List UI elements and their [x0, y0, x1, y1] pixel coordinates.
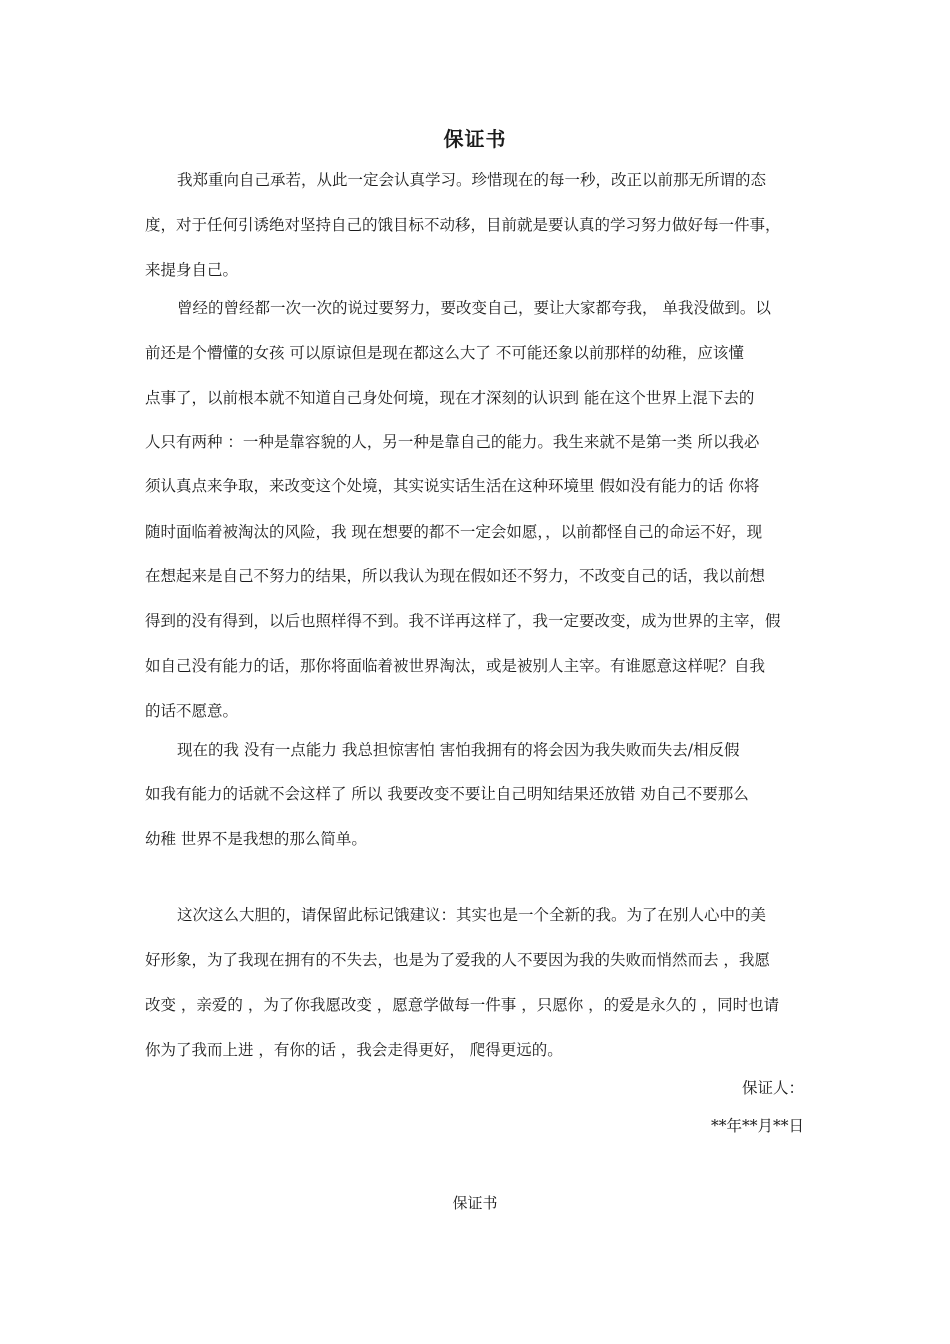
paragraph-2-line-3: 点事了，以前根本就不知道自己身处何境，现在才深刻的认识到 能在这个世界上混下去的 [145, 389, 755, 407]
paragraph-2-line-2: 前还是个懵懂的女孩 可以原谅但是现在都这么大了 不可能还象以前那样的幼稚，应该懂 [145, 344, 744, 362]
paragraph-3-line-3: 幼稚 世界不是我想的那么简单。 [145, 830, 367, 848]
paragraph-4-line-4: 你为了我而上进 ，有你的话 ，我会走得更好， 爬得更远的。 [145, 1041, 563, 1059]
paragraph-3-line-2: 如我有能力的话就不会这样了 所以 我要改变不要让自己明知结果还放错 劝自己不要那么 [145, 785, 749, 803]
signature-label: 保证人： [741, 1079, 804, 1097]
paragraph-2-line-1: 曾经的曾经都一次一次的说过要努力，要改变自己，要让大家都夸我， 单我没做到。以 [177, 299, 771, 317]
paragraph-2-line-4: 人只有两种 ：一种是靠容貌的人，另一种是靠自己的能力。我生来就不是第一类 所以我必 [145, 433, 760, 451]
signature-date: **年**月**日 [710, 1117, 804, 1135]
paragraph-1-line-1: 我郑重向自己承若，从此一定会认真学习。珍惜现在的每一秒，改正以前那无所谓的态 [177, 171, 767, 189]
paragraph-3-line-1: 现在的我 没有一点能力 我总担惊害怕 害怕我拥有的将会因为我失败而失去/相反假 [177, 741, 740, 759]
paragraph-4-line-2: 好形象，为了我现在拥有的不失去，也是为了爱我的人不要因为我的失败而悄然而去 ，我愿 [145, 951, 770, 969]
paragraph-2-line-9: 如自己没有能力的话，那你将面临着被世界淘汰，或是被别人主宰。有谁愿意这样呢？自我 [145, 657, 766, 675]
paragraph-2-line-8: 得到的没有得到，以后也照样得不到。我不详再这样了，我一定要改变，成为世界的主宰，假 [145, 612, 781, 630]
document-title: 保证书 [443, 127, 507, 151]
paragraph-4-line-1: 这次这么大胆的，请保留此标记饿建议：其实也是一个全新的我。为了在别人心中的美 [177, 906, 767, 924]
paragraph-2-line-6: 随时面临着被淘汰的风险，我 现在想要的都不一定会如愿，，以前都怪自己的命运不好，现 [145, 523, 763, 541]
paragraph-4-line-3: 改变 ，亲爱的 ，为了你我愿改变 ，愿意学做每一件事 ，只愿你 ，的爱是永久的 ，同时也请 [145, 996, 780, 1014]
paragraph-1-line-2: 度，对于任何引诱绝对坚持自己的饿目标不动移，目前就是要认真的学习努力做好每一件事， [145, 216, 781, 234]
page-footer: 保证书 [452, 1194, 498, 1212]
paragraph-2-line-7: 在想起来是自己不努力的结果，所以我认为现在假如还不努力，不改变自己的话，我以前想 [145, 567, 766, 585]
paragraph-1-line-3: 来提身自己。 [145, 261, 239, 279]
paragraph-2-line-10: 的话不愿意。 [145, 702, 239, 720]
paragraph-2-line-5: 须认真点来争取，来改变这个处境，其实说实话生活在这种环境里 假如没有能力的话 你将 [145, 477, 760, 495]
